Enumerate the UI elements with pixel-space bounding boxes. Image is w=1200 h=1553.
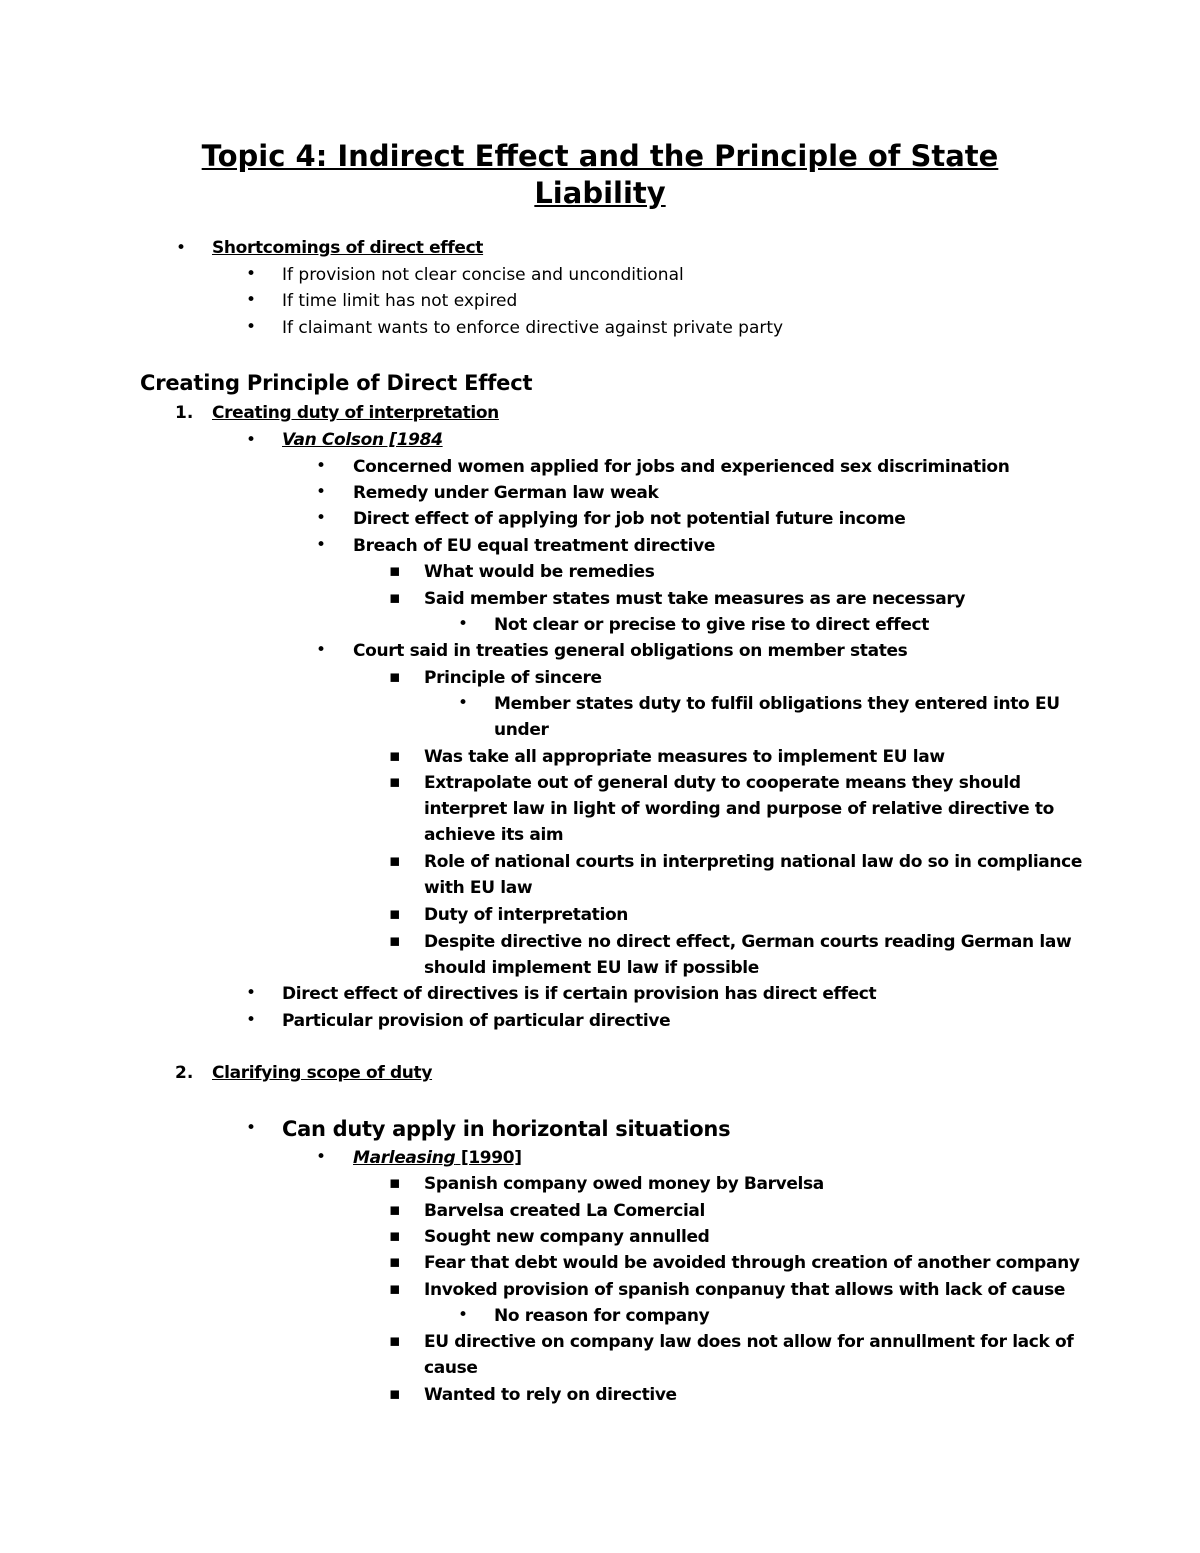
bullet-icon [458,614,468,634]
list-item-continuation: interpret law in light of wording and purpose of relative directive to [424,799,1054,819]
list-item: Duty of interpretation [424,905,629,925]
case-year: [1990] [455,1148,522,1168]
case-name: Marleasing [353,1148,456,1168]
document-title: Topic 4: Indirect Effect and the Principle of State Liability [201,139,999,210]
list-item: Principle of sincere [424,668,602,688]
question-heading: Can duty apply in horizontal situations [282,1117,731,1141]
list-item: Spanish company owed money by Barvelsa [424,1174,824,1194]
list-item: Not clear or precise to give rise to direct effect [494,615,930,635]
list-item: Sought new company annulled [424,1227,710,1247]
list-item: Invoked provision of spanish conpanuy that allows with lack of cause [424,1280,1066,1300]
bullet-icon [316,456,326,476]
square-bullet-icon [389,1173,401,1193]
square-bullet-icon [389,931,401,951]
list-item: No reason for company [494,1306,710,1326]
list-number: 2. [175,1063,194,1083]
bullet-icon [246,1118,256,1138]
bullet-icon [246,430,256,450]
square-bullet-icon [389,588,401,608]
square-bullet-icon [389,772,401,792]
list-item: Breach of EU equal treatment directive [353,536,716,556]
square-bullet-icon [389,851,401,871]
bullet-icon [176,238,186,258]
shortcomings-heading: Shortcomings of direct effect [212,238,484,258]
part2-heading: Clarifying scope of duty [212,1063,433,1083]
bullet-icon [246,1010,256,1030]
list-item-continuation: with EU law [424,878,533,898]
square-bullet-icon [389,667,401,687]
list-item: If provision not clear concise and unconditional [282,265,684,285]
list-item: Was take all appropriate measures to implement EU law [424,747,945,767]
list-item: Role of national courts in interpreting national law do so in compliance [424,852,1083,872]
bullet-icon [316,482,326,502]
bullet-icon [316,535,326,555]
bullet-icon [316,1147,326,1167]
list-item: If claimant wants to enforce directive against private party [282,318,784,338]
list-item-continuation: achieve its aim [424,825,564,845]
square-bullet-icon [389,1279,401,1299]
list-item-continuation: should implement EU law if possible [424,958,759,978]
bullet-icon [246,983,256,1003]
bullet-icon [316,508,326,528]
square-bullet-icon [389,1331,401,1351]
list-item: Direct effect of applying for job not potential future income [353,509,906,529]
bullet-icon [246,264,256,284]
list-item: Remedy under German law weak [353,483,659,503]
bullet-icon [316,640,326,660]
list-item: Direct effect of directives is if certain provision has direct effect [282,984,877,1004]
list-item: Despite directive no direct effect, German courts reading German law [424,932,1072,952]
part1-heading: Creating duty of interpretation [212,403,499,423]
list-item: Barvelsa created La Comercial [424,1201,706,1221]
square-bullet-icon [389,561,401,581]
case-citation [353,1148,522,1168]
list-item: What would be remedies [424,562,655,582]
square-bullet-icon [389,1200,401,1220]
section-heading: Creating Principle of Direct Effect [140,371,533,395]
bullet-icon [246,290,256,310]
square-bullet-icon [389,1252,401,1272]
case-name: Van Colson [1984 [282,430,443,450]
list-item: EU directive on company law does not allow for annullment for lack of [424,1332,1074,1352]
list-item: Concerned women applied for jobs and experienced sex discrimination [353,457,1010,477]
bullet-icon [458,1305,468,1325]
square-bullet-icon [389,746,401,766]
list-item: Wanted to rely on directive [424,1385,677,1405]
list-item-continuation: under [494,720,549,740]
list-item: Extrapolate out of general duty to cooperate means they should [424,773,1021,793]
list-item-continuation: cause [424,1358,478,1378]
list-item: Member states duty to fulfil obligations they entered into EU [494,694,1060,714]
square-bullet-icon [389,904,401,924]
bullet-icon [458,693,468,713]
square-bullet-icon [389,1226,401,1246]
list-item: Fear that debt would be avoided through creation of another company [424,1253,1080,1273]
square-bullet-icon [389,1384,401,1404]
list-item: Court said in treaties general obligations on member states [353,641,908,661]
list-item: Particular provision of particular directive [282,1011,671,1031]
list-item: Said member states must take measures as are necessary [424,589,966,609]
list-number: 1. [175,403,194,423]
bullet-icon [246,317,256,337]
list-item: If time limit has not expired [282,291,518,311]
